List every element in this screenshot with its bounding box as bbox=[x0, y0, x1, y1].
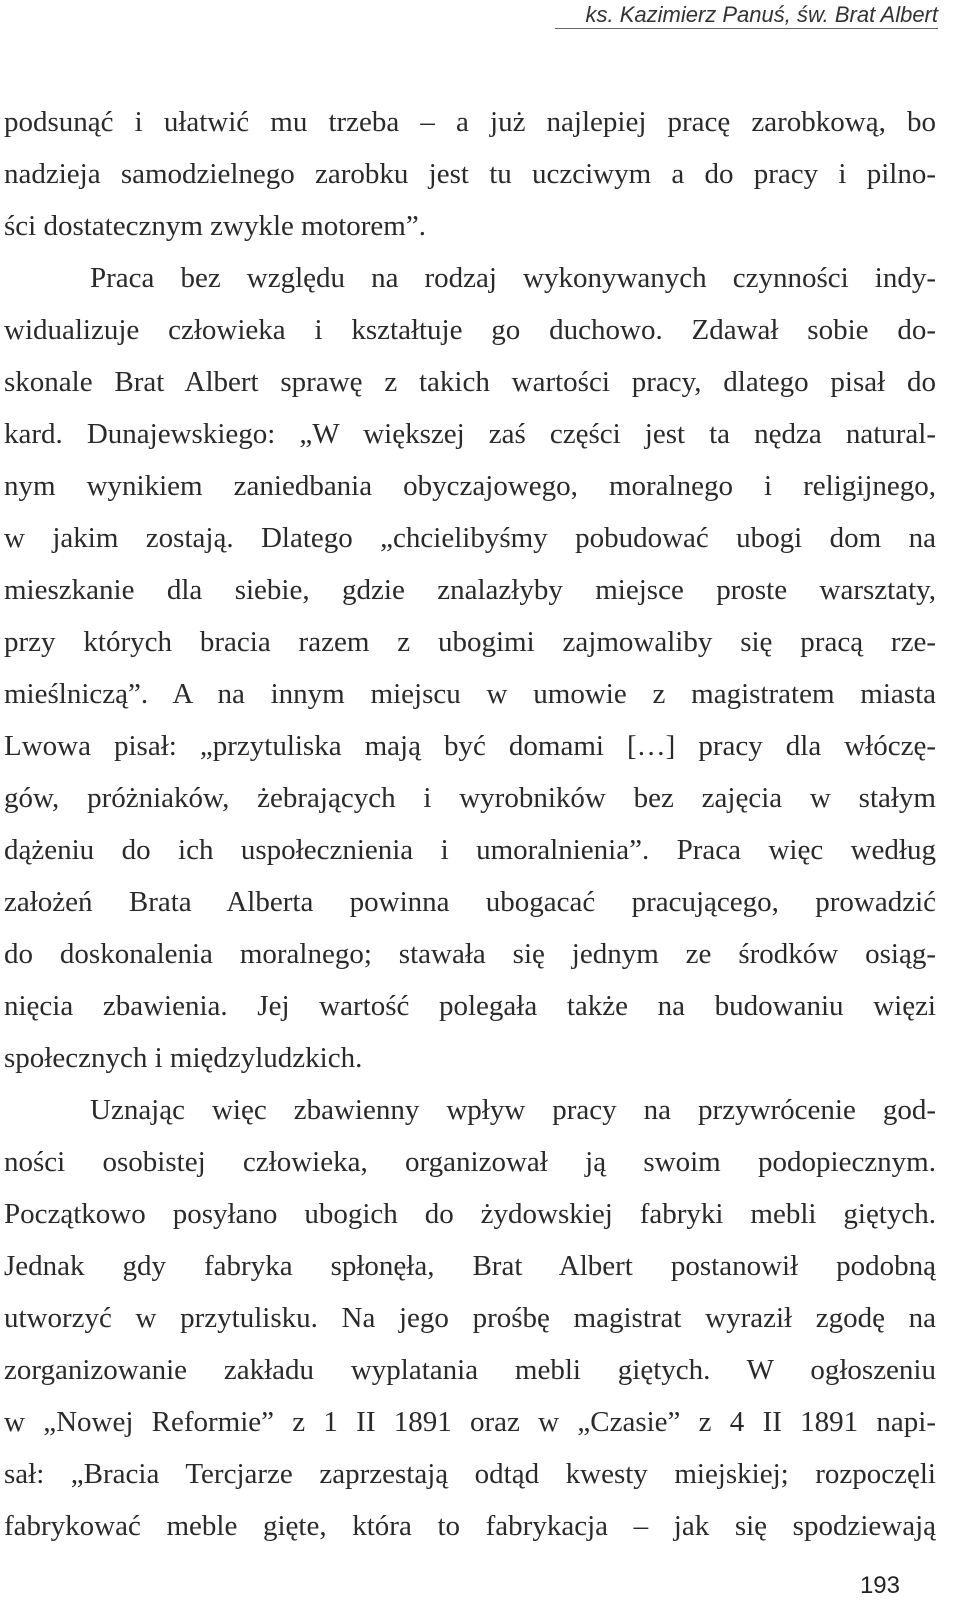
text-line: widualizuje człowieka i kształtuje go duchowo. Zdawał sobie do- bbox=[4, 314, 936, 346]
body-text bbox=[4, 96, 936, 1552]
text-line: dążeniu do ich uspołecznienia i umoralnienia”. Praca więc według bbox=[4, 834, 936, 866]
text-line: Lwowa pisał: „przytuliska mają być domami […] pracy dla włóczę- bbox=[4, 730, 936, 762]
text-line: w jakim zostają. Dlatego „chcielibyśmy pobudować ubogi dom na bbox=[4, 522, 936, 554]
text-line: ści dostatecznym zwykle motorem”. bbox=[4, 210, 426, 242]
text-line: założeń Brata Alberta powinna ubogacać pracującego, prowadzić bbox=[4, 886, 936, 918]
text-line: społecznych i międzyludzkich. bbox=[4, 1042, 363, 1074]
text-line: sał: „Bracia Tercjarze zaprzestają odtąd kwesty miejskiej; rozpoczęli bbox=[4, 1458, 936, 1490]
text-line: fabrykować meble gięte, która to fabrykacja – jak się spodziewają bbox=[4, 1510, 936, 1542]
text-line: Uznając więc zbawienny wpływ pracy na przywrócenie god- bbox=[90, 1094, 936, 1126]
text-line: podsunąć i ułatwić mu trzeba – a już najlepiej pracę zarobkową, bo bbox=[4, 106, 936, 138]
text-line: skonale Brat Albert sprawę z takich wartości pracy, dlatego pisał do bbox=[4, 366, 936, 398]
text-line: nadzieja samodzielnego zarobku jest tu uczciwym a do pracy i pilno- bbox=[4, 158, 936, 190]
paragraph bbox=[4, 252, 936, 1084]
text-line: Jednak gdy fabryka spłonęła, Brat Albert postanowił podobną bbox=[4, 1250, 936, 1282]
text-line: ności osobistej człowieka, organizował ją swoim podopiecznym. bbox=[4, 1146, 936, 1178]
text-line: mieszkanie dla siebie, gdzie znalazłyby miejsce proste warsztaty, bbox=[4, 574, 936, 606]
header-underline bbox=[555, 28, 938, 29]
paragraph bbox=[4, 1084, 936, 1552]
paragraph bbox=[4, 96, 936, 252]
text-line: nięcia zbawienia. Jej wartość polegała także na budowaniu więzi bbox=[4, 990, 936, 1022]
text-line: przy których bracia razem z ubogimi zajmowaliby się pracą rze- bbox=[4, 626, 936, 658]
text-line: utworzyć w przytulisku. Na jego prośbę magistrat wyraził zgodę na bbox=[4, 1302, 936, 1334]
running-header: ks. Kazimierz Panuś, św. Brat Albert bbox=[585, 2, 938, 27]
text-line: w „Nowej Reformie” z 1 II 1891 oraz w „Czasie” z 4 II 1891 napi- bbox=[4, 1406, 936, 1438]
text-line: Początkowo posyłano ubogich do żydowskiej fabryki mebli giętych. bbox=[4, 1198, 936, 1230]
text-line: Praca bez względu na rodzaj wykonywanych czynności indy- bbox=[90, 262, 936, 294]
page-number: 193 bbox=[859, 1572, 900, 1599]
text-line: do doskonalenia moralnego; stawała się jednym ze środków osiąg- bbox=[4, 938, 936, 970]
text-line: kard. Dunajewskiego: „W większej zaś części jest ta nędza natural- bbox=[4, 418, 936, 450]
text-line: nym wynikiem zaniedbania obyczajowego, moralnego i religijnego, bbox=[4, 470, 936, 502]
text-line: zorganizowanie zakładu wyplatania mebli giętych. W ogłoszeniu bbox=[4, 1354, 936, 1386]
text-line: gów, próżniaków, żebrających i wyrobników bez zajęcia w stałym bbox=[4, 782, 936, 814]
text-line: mieślniczą”. A na innym miejscu w umowie z magistratem miasta bbox=[4, 678, 936, 710]
